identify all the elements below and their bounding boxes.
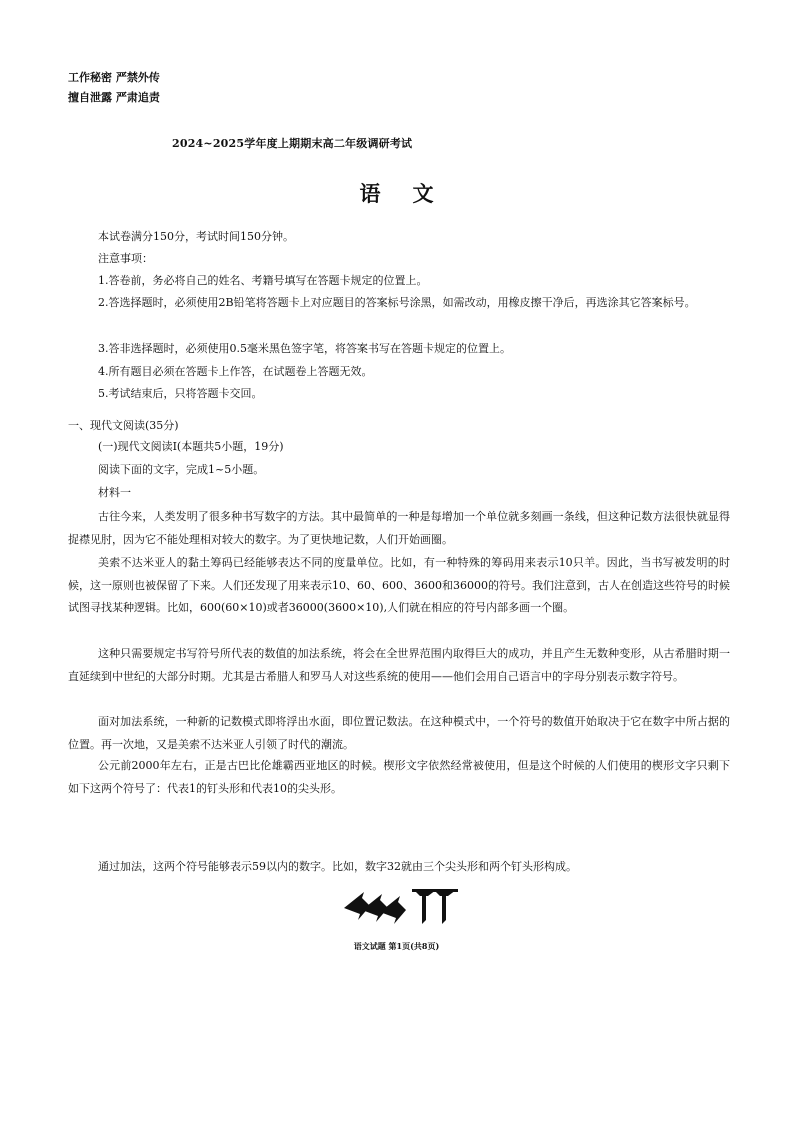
subsection-heading: (一)现代文阅读Ⅰ(本题共5小题，19分) (98, 440, 284, 453)
passage-paragraph: 公元前2000年左右，正是古巴比伦雄霸西亚地区的时候。楔形文字依然经常被使用，但是这个时候的人们使用的楔形文字只剩下如下这两个符号了：代表1的钉头形和代表10的尖头形。 (68, 759, 730, 795)
page-footer: 语文试题 第1页(共8页) (353, 941, 440, 951)
passage-paragraph: 面对加法系统，一种新的记数模式即将浮出水面，即位置记数法。在这种模式中，一个符号的数值开始取决于它在数字中所占据的位置。再一次地，又是美索不达米亚人引领了时代的潮流。 (68, 715, 730, 751)
notice-item: 1.答卷前，务必将自己的姓名、考籍号填写在答题卡规定的位置上。 (98, 274, 428, 287)
confidential-notice-line2: 擅自泄露 严肃追责 (68, 91, 160, 104)
passage-paragraph: 美索不达米亚人的黏土筹码已经能够表达不同的度量单位。比如，有一种特殊的筹码用来表示10只羊。因此，当书写被发明的时候，这一原则也被保留了下来。人们还发现了用来表示10、60、600、3600和36000的符号。我们注意到，古人在创造这些符号的时候试图寻找某种逻辑。比如，600(60×10)或者36000(3600×10),人们就在相应的符号内部多画一个圈。 (68, 556, 730, 614)
section-heading: 一、现代文阅读(35分) (68, 419, 179, 432)
material-label: 材料一 (98, 486, 131, 499)
subject-title: 语文 (359, 181, 466, 206)
reading-instruction: 阅读下面的文字，完成1~5小题。 (98, 463, 265, 476)
exam-title: 2024~2025学年度上期期末高二年级调研考试 (172, 137, 413, 150)
notice-item: 5.考试结束后，只将答题卡交回。 (98, 387, 263, 400)
passage-paragraph: 古往今来，人类发明了很多种书写数字的方法。其中最简单的一种是每增加一个单位就多刻画一条线，但这种记数方法很快就显得捉襟见肘，因为它不能处理相对较大的数字。为了更快地记数，人们开始画圈。 (68, 510, 730, 546)
confidential-notice-line1: 工作秘密 严禁外传 (68, 71, 160, 84)
passage-paragraph: 这种只需要规定书写符号所代表的数值的加法系统，将会在全世界范围内取得巨大的成功，并且产生无数种变形，从古希腊时期一直延续到中世纪的大部分时期。尤其是古希腊人和罗马人对这些系统的使用——他们会用自己语言中的字母分别表示数字符号。 (68, 647, 730, 683)
notice-item: 3.答非选择题时，必须使用0.5毫米黑色签字笔，将答案书写在答题卡规定的位置上。 (98, 342, 511, 355)
passage-paragraph: 通过加法，这两个符号能够表示59以内的数字。比如，数字32就由三个尖头形和两个钉头形构成。 (98, 860, 577, 873)
notice-item: 2.答选择题时，必须使用2B铅笔将答题卡上对应题目的答案标号涂黑，如需改动，用橡皮擦干净后，再选涂其它答案标号。 (98, 296, 696, 309)
notice-heading: 注意事项： (98, 252, 153, 265)
notice-item: 4.所有题目必须在答题卡上作答，在试题卷上答题无效。 (98, 365, 373, 378)
score-time-note: 本试卷满分150分，考试时间150分钟。 (98, 230, 294, 243)
cuneiform-number-figure (340, 884, 460, 926)
